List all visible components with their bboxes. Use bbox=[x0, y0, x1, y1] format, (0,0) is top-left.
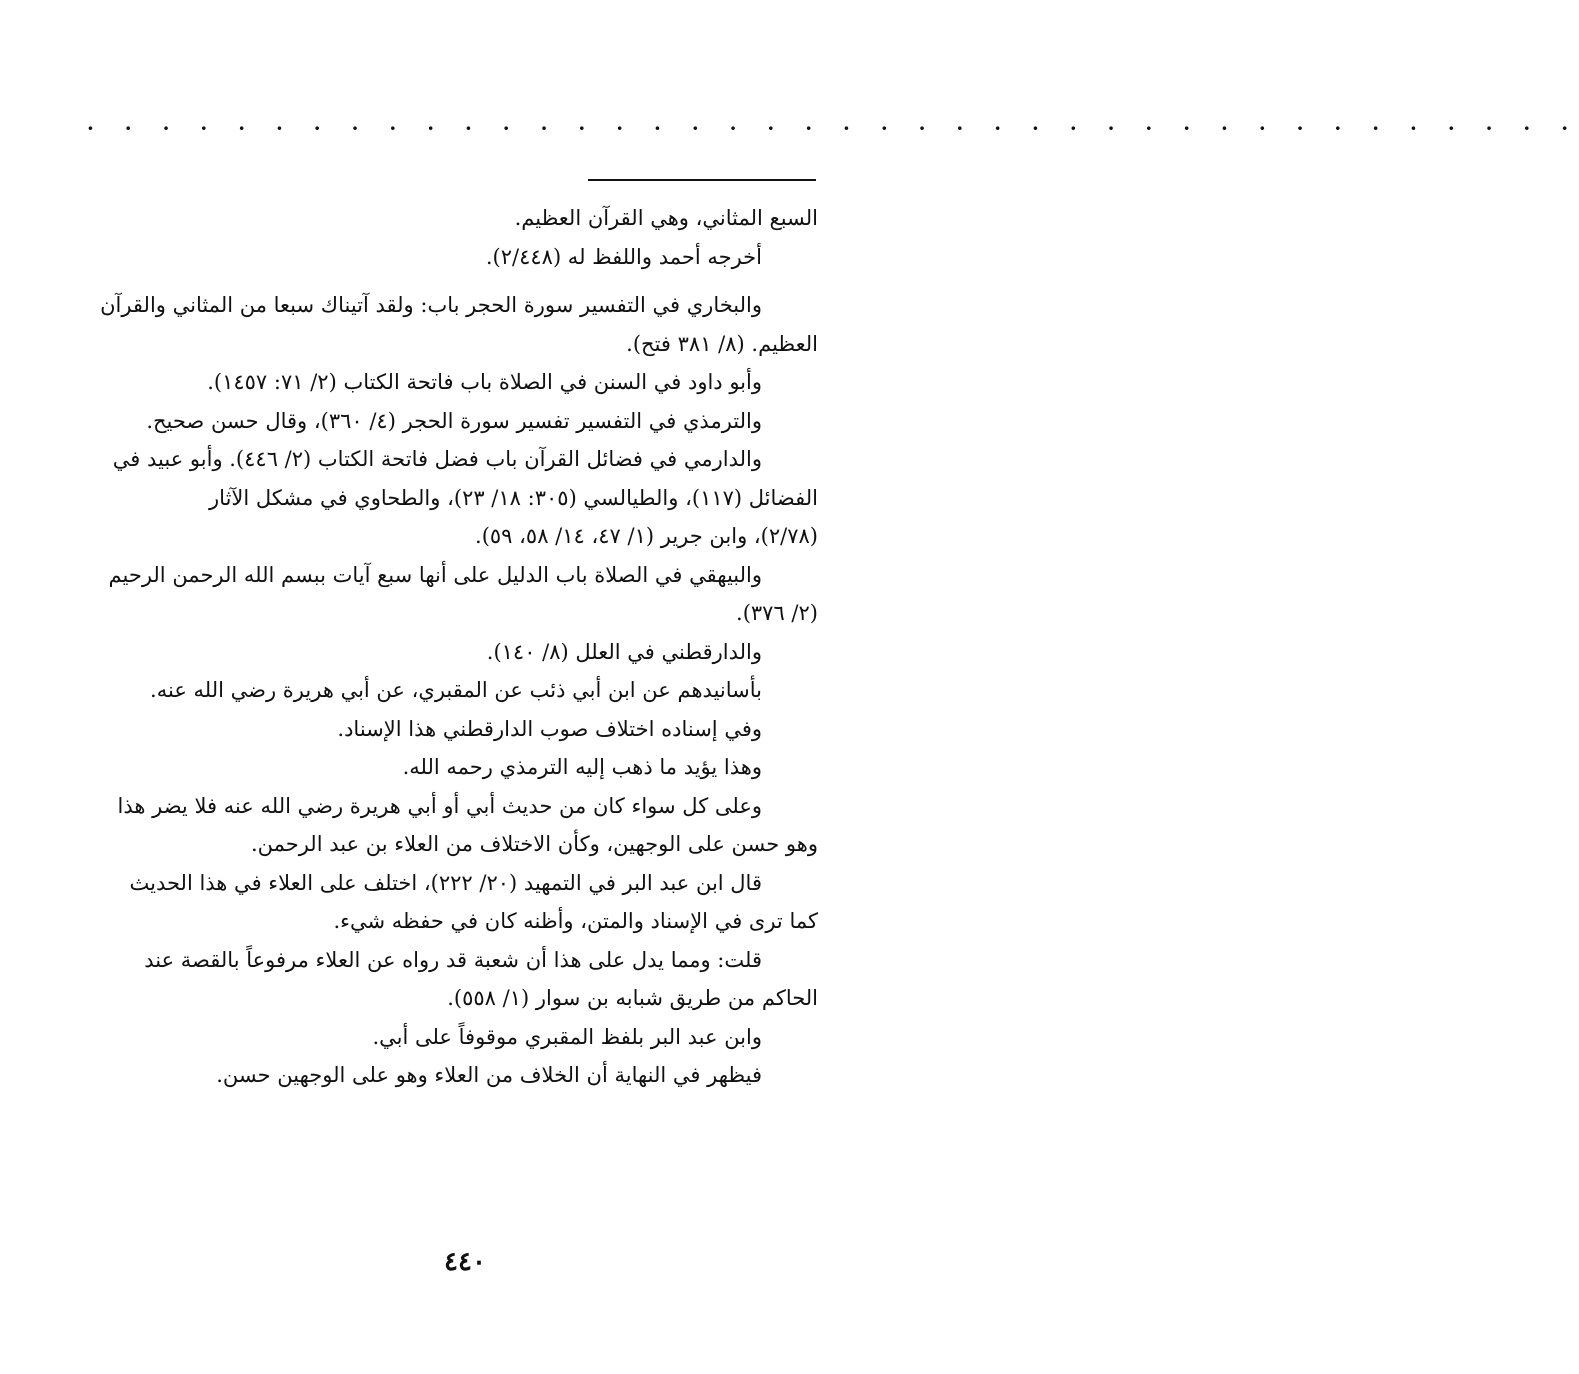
text-line: الحاكم من طريق شبابه بن سوار (١/ ٥٥٨). bbox=[447, 986, 818, 1010]
footnote-text bbox=[82, 199, 818, 1095]
text-line: فيظهر في النهاية أن الخلاف من العلاء وهو على الوجهين حسن. bbox=[216, 1063, 762, 1087]
text-line: وهذا يؤيد ما ذهب إليه الترمذي رحمه الله. bbox=[402, 755, 762, 779]
text-line: قلت: ومما يدل على هذا أن شعبة قد رواه عن العلاء مرفوعاً بالقصة عند bbox=[144, 947, 762, 972]
text-line: والبخاري في التفسير سورة الحجر باب: ولقد آتيناك سبعا من المثاني والقرآن bbox=[100, 293, 762, 317]
text-line: وابن عبد البر بلفظ المقبري موقوفاً على أبي. bbox=[372, 1024, 762, 1049]
text-line: وفي إسناده اختلاف صوب الدارقطني هذا الإسناد. bbox=[337, 716, 762, 741]
text-line: وأبو داود في السنن في الصلاة باب فاتحة الكتاب (٢/ ٧١: ١٤٥٧). bbox=[207, 370, 762, 394]
text-line: قال ابن عبد البر في التمهيد (٢٠/ ٢٢٢)، اختلف على العلاء في هذا الحديث bbox=[129, 870, 762, 895]
text-line: أخرجه أحمد واللفظ له (٢/٤٤٨). bbox=[485, 244, 762, 269]
text-line: الفضائل (١١٧)، والطيالسي (٣٠٥: ١٨/ ٢٣)، والطحاوي في مشكل الآثار bbox=[209, 485, 818, 510]
text-line: السبع المثاني، وهي القرآن العظيم. bbox=[514, 206, 818, 230]
text-line: العظيم. (٨/ ٣٨١ فتح). bbox=[626, 331, 818, 356]
text-line: وهو حسن على الوجهين، وكأن الاختلاف من العلاء بن عبد الرحمن. bbox=[250, 832, 818, 856]
text-line: والدارقطني في العلل (٨/ ١٤٠). bbox=[486, 639, 762, 664]
text-line: والترمذي في التفسير تفسير سورة الحجر (٤/ ٣٦٠)، وقال حسن صحيح. bbox=[146, 408, 762, 433]
text-line: كما ترى في الإسناد والمتن، وأظنه كان في حفظه شيء. bbox=[333, 909, 818, 933]
footnote-rule bbox=[588, 179, 816, 181]
text-line: (٢/ ٣٧٦). bbox=[736, 601, 818, 625]
text-line: والدارمي في فضائل القرآن باب فضل فاتحة الكتاب (٢/ ٤٤٦). وأبو عبيد في bbox=[112, 447, 762, 471]
text-line: بأسانيدهم عن ابن أبي ذئب عن المقبري، عن أبي هريرة رضي الله عنه. bbox=[150, 678, 762, 702]
text-line: والبيهقي في الصلاة باب الدليل على أنها سبع آيات ببسم الله الرحمن الرحيم bbox=[108, 562, 762, 587]
dotted-separator: · · · · · · · · · · · · · · · · · · · · · · · · · · · · · · · · · · · · · · · · bbox=[86, 112, 1579, 145]
text-line: وعلى كل سواء كان من حديث أبي أو أبي هريرة رضي الله عنه فلا يضر هذا bbox=[117, 793, 762, 818]
page-number: ٤٤٠ bbox=[444, 1247, 486, 1277]
text-line: (٢/٧٨)، وابن جرير (١/ ٤٧، ١٤/ ٥٨، ٥٩). bbox=[475, 524, 818, 548]
